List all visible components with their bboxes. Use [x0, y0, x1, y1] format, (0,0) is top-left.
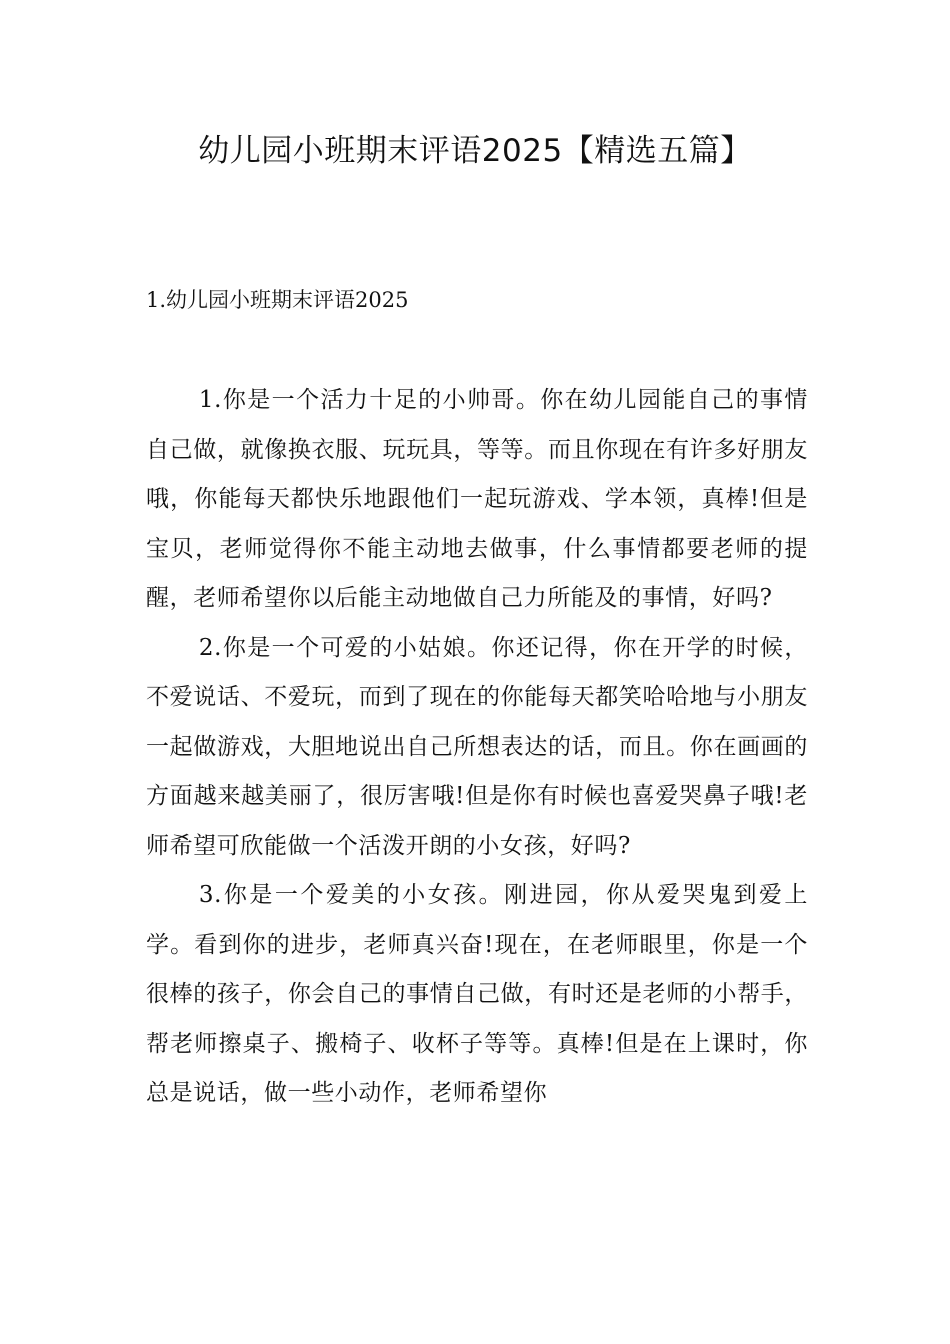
document-title: 幼儿园小班期末评语2025【精选五篇】 — [198, 133, 752, 169]
document-body — [146, 376, 808, 1119]
section-heading: 1.幼儿园小班期末评语2025 — [146, 288, 409, 312]
paragraph-2: 2.你是一个可爱的小姑娘。你还记得，你在开学的时候，不爱说话、不爱玩，而到了现在的你能每天都笑哈哈地与小朋友一起做游戏，大胆地说出自己所想表达的话，而且。你在画画的方面越来越美丽了，很厉害哦!但是你有时候也喜爱哭鼻子哦!老师希望可欣能做一个活泼开朗的小女孩，好吗? — [146, 634, 808, 859]
paragraph-1: 1.你是一个活力十足的小帅哥。你在幼儿园能自己的事情自己做，就像换衣服、玩玩具，等等。而且你现在有许多好朋友哦，你能每天都快乐地跟他们一起玩游戏、学本领，真棒!但是宝贝，老师觉得你不能主动地去做事，什么事情都要老师的提醒，老师希望你以后能主动地做自己力所能及的事情，好吗? — [146, 387, 808, 611]
paragraph-3: 3.你是一个爱美的小女孩。刚进园，你从爱哭鬼到爱上学。看到你的进步，老师真兴奋!现在，在老师眼里，你是一个很棒的孩子，你会自己的事情自己做，有时还是老师的小帮手，帮老师擦桌子、搬椅子、收杯子等等。真棒!但是在上课时，你总是说话，做一些小动作，老师希望你 — [146, 882, 808, 1106]
